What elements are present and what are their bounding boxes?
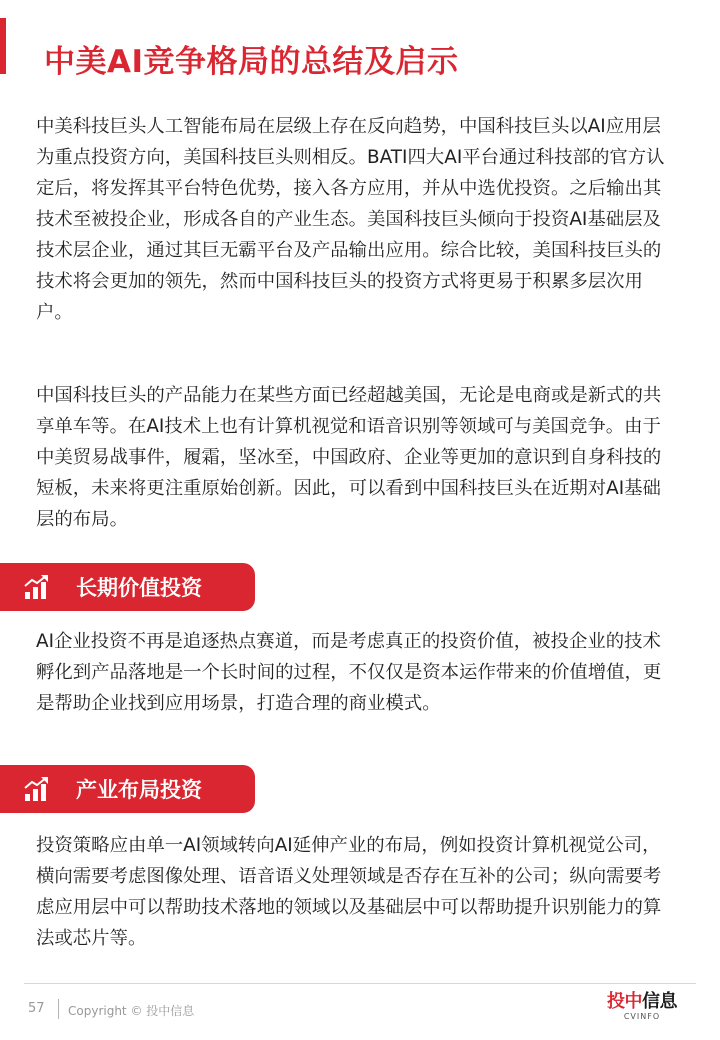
section-body-long-term-value: AI企业投资不再是追逐热点赛道，而是考虑真正的投资价值，被投企业的技术孵化到产品落地是一个长时间的过程，不仅仅是资本运作带来的价值增值，更是帮助企业找到应用场景，打造合理的商业模式。 [36,631,662,714]
logo-english: CVINFO [623,1012,661,1021]
section-title: 产业布局投资 [76,778,202,802]
section-banner-long-term-value [0,563,255,611]
logo-wordmark-dark: 信息 [642,991,677,1012]
section-title: 长期价值投资 [76,576,202,600]
bar-chart-growth-icon [24,776,50,802]
title-accent-bar [0,18,6,74]
intro-paragraph-2: 中国科技巨头的产品能力在某些方面已经超越美国，无论是电商或是新式的共享单车等。在AI技术上也有计算机视觉和语音识别等领域可与美国竞争。由于中美贸易战事件，履霜，坚冰至，中国政府、企业等更加的意识到自身科技的短板，未来将更注重原始创新。因此，可以看到中国科技巨头在近期对AI基础层的布局。 [36,385,662,530]
bar-chart-growth-icon [24,574,50,600]
logo-wordmark-red: 投中 [607,991,642,1012]
page-number: 57 [28,1001,45,1016]
cvinfo-logo [602,992,682,1028]
copyright-text: Copyright © 投中信息 [68,1004,195,1018]
page-title: 中美AI竞争格局的总结及启示 [44,44,459,80]
section-body-industry-layout: 投资策略应由单一AI领域转向AI延伸产业的布局，例如投资计算机视觉公司，横向需要考虑图像处理、语音语义处理领域是否存在互补的公司；纵向需要考虑应用层中可以帮助技术落地的领域以及基础层中可以帮助提升识别能力的算法或芯片等。 [36,835,662,949]
intro-paragraph-1: 中美科技巨头人工智能布局在层级上存在反向趋势，中国科技巨头以AI应用层为重点投资方向，美国科技巨头则相反。BATI四大AI平台通过科技部的官方认定后，将发挥其平台特色优势，接入各方应用，并从中选优投资。之后输出其技术至被投企业，形成各自的产业生态。美国科技巨头倾向于投资AI基础层及技术层企业，通过其巨无霸平台及产品输出应用。综合比较，美国科技巨头的技术将会更加的领先，然而中国科技巨头的投资方式将更易于积累多层次用户。 [36,116,665,323]
footer-separator [58,999,59,1019]
section-banner-industry-layout [0,765,255,813]
footer-divider [24,983,696,984]
logo-wordmark [602,992,682,1012]
